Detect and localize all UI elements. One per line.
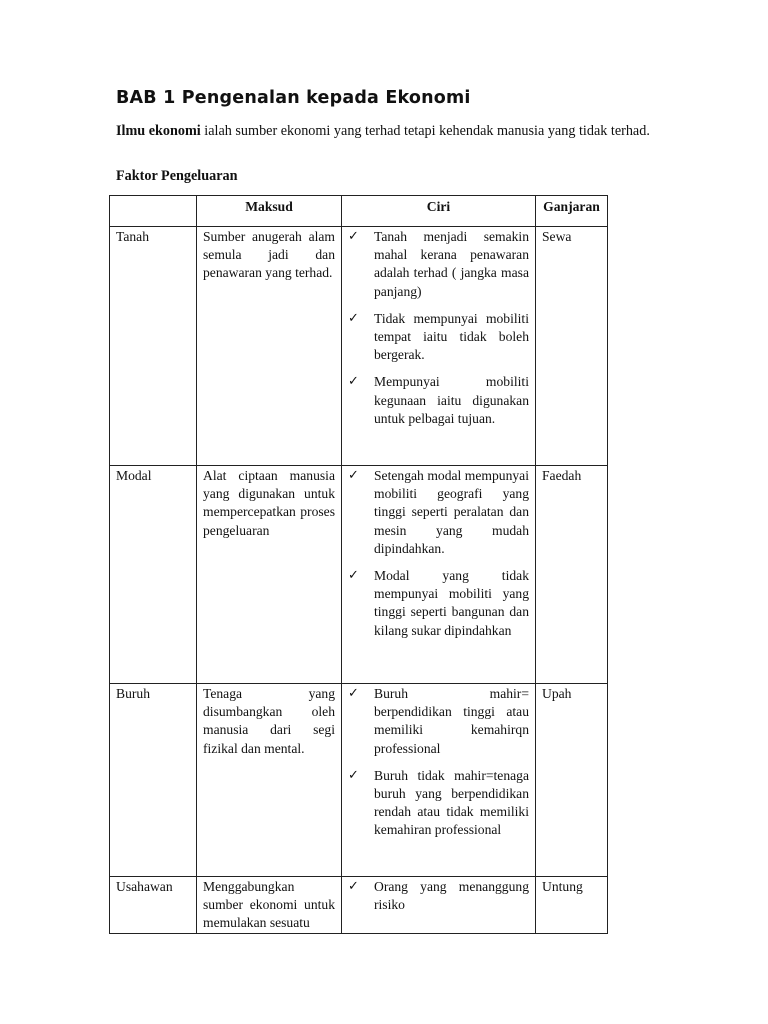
check-mark-icon: ✓ [348, 568, 359, 584]
ciri-text: Buruh tidak mahir=tenaga buruh yang berpendidikan rendah atau tidak memiliki kemahiran professional [374, 767, 529, 838]
factors-table [109, 195, 608, 934]
header-ganjaran: Ganjaran [536, 196, 608, 227]
ciri-text: Tidak mempunyai mobiliti tempat iaitu tidak boleh bergerak. [374, 310, 529, 363]
intro-definition: ialah sumber ekonomi yang terhad tetapi kehendak manusia yang tidak terhad. [200, 123, 650, 139]
check-mark-icon: ✓ [348, 229, 359, 244]
ciri-item [348, 467, 529, 558]
table-row [110, 684, 608, 877]
check-mark-icon: ✓ [348, 468, 359, 483]
table-row [110, 227, 608, 466]
ciri-text: Mempunyai mobiliti kegunaan iaitu digunakan untuk pelbagai tujuan. [374, 374, 529, 426]
factor-cell: Buruh [110, 684, 197, 877]
maksud-cell: Sumber anugerah alam semula jadi dan penawaran yang terhad. [197, 227, 342, 466]
ciri-list [348, 685, 529, 840]
ganjaran-cell: Untung [536, 877, 608, 934]
ciri-cell [342, 877, 536, 934]
header-factor [110, 196, 197, 227]
ganjaran-cell: Faedah [536, 466, 608, 684]
ciri-text: Modal yang tidak mempunyai mobiliti yang tinggi seperti bangunan dan kilang sukar dipindahkan [374, 568, 529, 638]
factor-cell: Tanah [110, 227, 197, 466]
ciri-cell [342, 466, 536, 684]
check-mark-icon: ✓ [348, 767, 359, 783]
factor-cell: Modal [110, 466, 197, 684]
table-header-row [110, 196, 608, 227]
maksud-cell: Menggabungkan sumber ekonomi untuk memulakan sesuatu [197, 877, 342, 934]
ciri-list [348, 878, 529, 914]
ganjaran-cell: Sewa [536, 227, 608, 466]
check-mark-icon: ✓ [348, 310, 359, 326]
section-title: Faktor Pengeluaran [116, 168, 238, 184]
ciri-text: Orang yang menanggung risiko [374, 879, 529, 913]
maksud-cell: Tenaga yang disumbangkan oleh manusia dari segi fizikal dan mental. [197, 684, 342, 877]
ciri-list [348, 467, 529, 640]
chapter-title: BAB 1 Pengenalan kepada Ekonomi [116, 88, 471, 108]
ciri-item [348, 310, 529, 365]
ciri-item [348, 685, 529, 758]
ciri-item [348, 567, 529, 640]
maksud-cell: Alat ciptaan manusia yang digunakan untuk mempercepatkan proses pengeluaran [197, 466, 342, 684]
table-row [110, 466, 608, 684]
check-mark-icon: ✓ [348, 879, 359, 894]
ciri-item [348, 228, 529, 301]
header-ciri: Ciri [342, 196, 536, 227]
ciri-item [348, 767, 529, 840]
ciri-cell [342, 684, 536, 877]
ciri-item [348, 878, 529, 914]
intro-term: Ilmu ekonomi [116, 123, 201, 139]
ciri-text: Buruh mahir= berpendidikan tinggi atau memiliki kemahirqn professional [374, 686, 529, 756]
ganjaran-cell: Upah [536, 684, 608, 877]
check-mark-icon: ✓ [348, 374, 359, 390]
check-mark-icon: ✓ [348, 686, 359, 701]
ciri-text: Setengah modal mempunyai mobiliti geografi yang tinggi seperti peralatan dan mesin yang mudah dipindahkan. [374, 468, 529, 556]
header-maksud: Maksud [197, 196, 342, 227]
ciri-text: Tanah menjadi semakin mahal kerana penawaran adalah terhad ( jangka masa panjang) [374, 229, 529, 299]
table-row [110, 877, 608, 934]
ciri-cell [342, 227, 536, 466]
factor-cell: Usahawan [110, 877, 197, 934]
ciri-item [348, 373, 529, 428]
intro-paragraph [116, 122, 656, 141]
ciri-list [348, 228, 529, 428]
